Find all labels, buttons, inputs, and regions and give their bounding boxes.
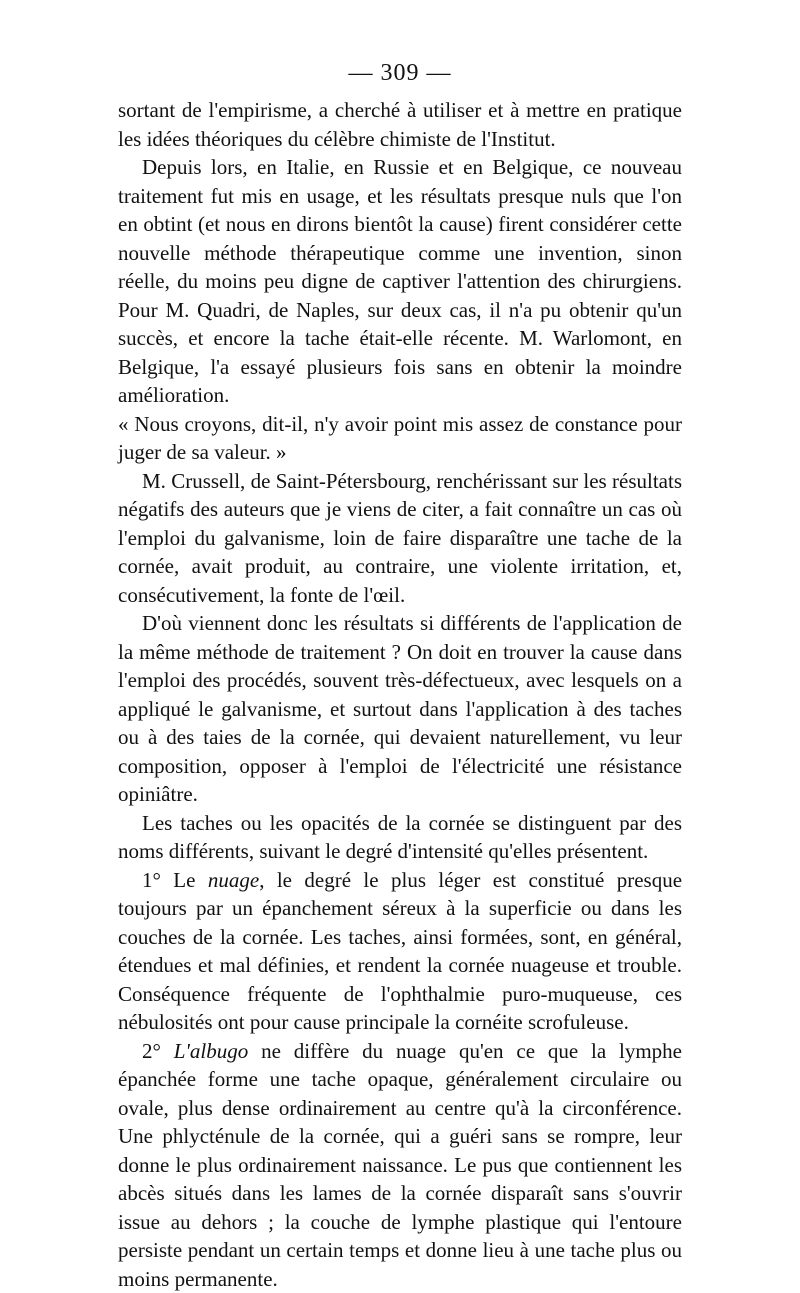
paragraph-continuation: sortant de l'empirisme, a cherché à utiliser et à mettre en pratique les idées théoriques du célèbre chimiste de l'Institut. [118, 96, 682, 153]
body-text [118, 96, 682, 1293]
paragraph-causes: D'où viennent donc les résultats si différents de l'application de la même méthode de traitement ? On doit en trouver la cause dans l'emploi des procédés, souvent très-défectueux, avec lesquels on a appliqué le galvanisme, et surtout dans l'application à des taches ou à des taies de la cornée, qui devaient naturellement, vu leur composition, opposer à l'emploi de l'électricité une résistance opiniâtre. [118, 609, 682, 809]
paragraph-crussell: M. Crussell, de Saint-Pétersbourg, renchérissant sur les résultats négatifs des auteurs que je viens de citer, a fait connaître un cas où l'emploi du galvanisme, loin de faire disparaître une tache de la cornée, avait produit, au contraire, une violente irritation, et, consécutivement, la fonte de l'œil. [118, 467, 682, 610]
paragraph-treatment-history: Depuis lors, en Italie, en Russie et en Belgique, ce nouveau traitement fut mis en usage, et les résultats presque nuls que l'on en obtint (et nous en dirons bientôt la cause) firent considérer cette nouvelle méthode thérapeutique comme une invention, sinon réelle, du moins peu digne de captiver l'attention des chirurgiens. Pour M. Quadri, de Naples, sur deux cas, il n'a pu obtenir qu'un succès, et encore la tache était-elle récente. M. Warlomont, en Belgique, l'a essayé plusieurs fois sans en obtenir la moindre amélioration. [118, 153, 682, 410]
paragraph-opacities: Les taches ou les opacités de la cornée se distinguent par des noms différents, suivant le degré d'intensité qu'elles présentent. [118, 809, 682, 866]
paragraph-albugo-lead: 2° [142, 1039, 174, 1063]
paragraph-albugo [118, 1037, 682, 1293]
term-albugo: L'albugo [174, 1039, 249, 1063]
page-number: — 309 — [118, 58, 682, 88]
paragraph-quotation: « Nous croyons, dit-il, n'y avoir point mis assez de constance pour juger de sa valeur. » [118, 410, 682, 467]
paragraph-nuage-lead: 1° Le [142, 868, 208, 892]
paragraph-nuage [118, 866, 682, 1037]
paragraph-nuage-text: , le degré le plus léger est constitué presque toujours par un épanchement séreux à la superficie ou dans les couches de la cornée. Les taches, ainsi formées, sont, en général, étendues et mal définies, et rendent la cornée nuageuse et trouble. Conséquence fréquente de l'ophthalmie puro-muqueuse, ces nébulosités ont pour cause principale la cornéite scrofuleuse. [118, 868, 682, 1035]
document-page [118, 58, 682, 1293]
term-nuage: nuage [208, 868, 259, 892]
paragraph-albugo-text: ne diffère du nuage qu'en ce que la lymphe épanchée forme une tache opaque, généralement circulaire ou ovale, plus dense ordinairement au centre qu'à la circonférence. Une phlycténule de la cornée, qui a guéri sans se rompre, leur donne le plus ordinairement naissance. Le pus que contiennent les abcès situés dans les lames de la cornée disparaît sans s'ouvrir issue au dehors ; la couche de lymphe plastique qui l'entoure persiste pendant un certain temps et donne lieu à une tache plus ou moins permanente. [118, 1039, 682, 1291]
